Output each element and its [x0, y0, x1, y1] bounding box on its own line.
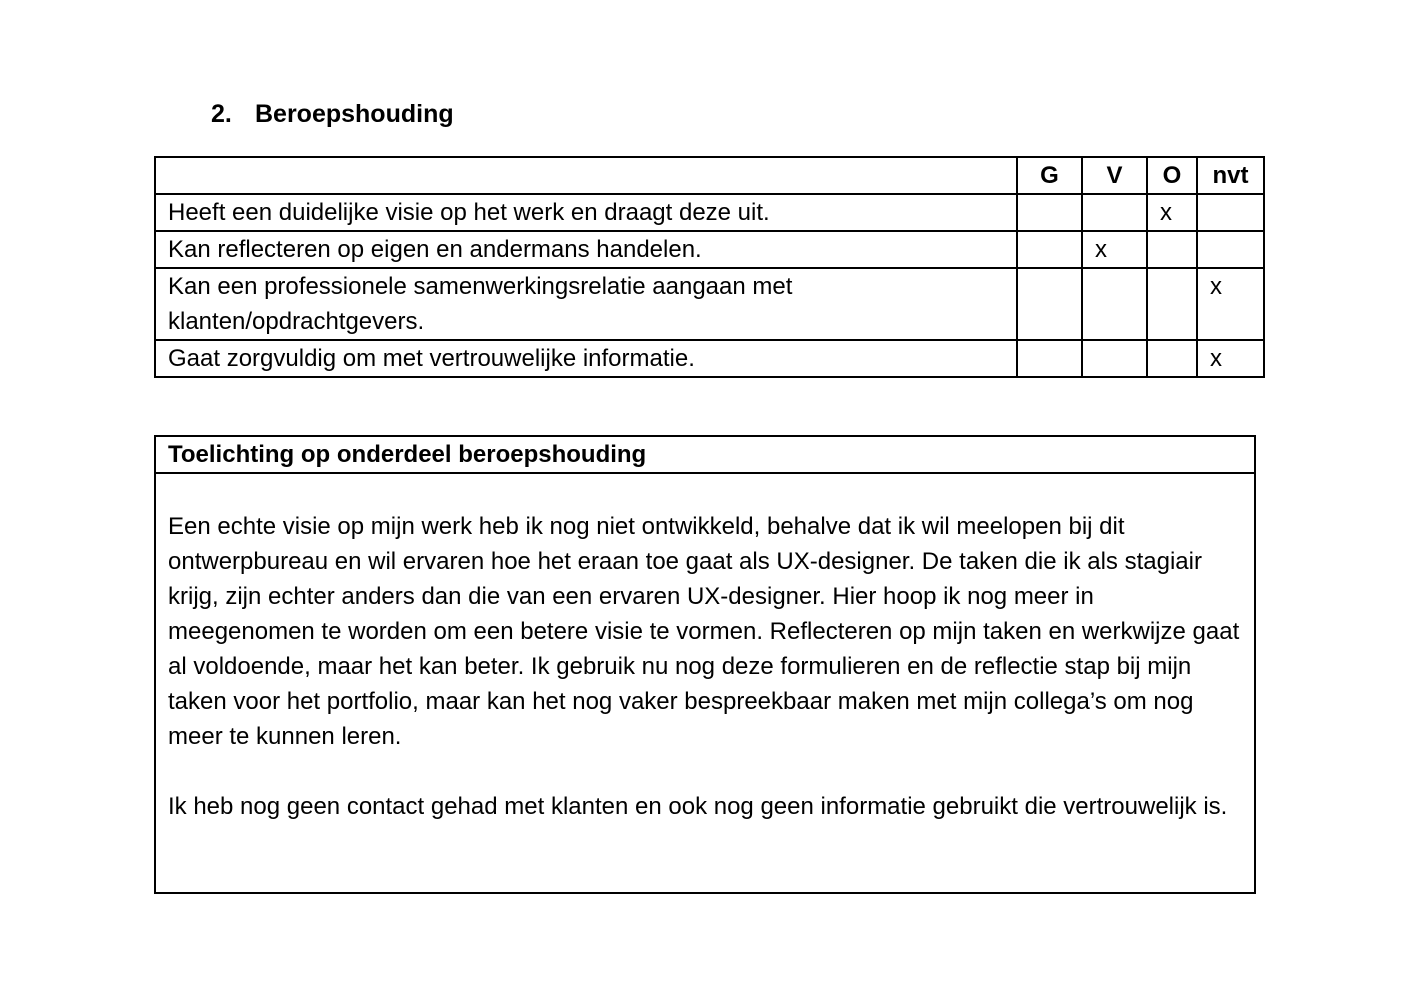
mark-nvt: x	[1197, 268, 1264, 340]
mark-o	[1147, 268, 1197, 340]
table-header-row	[155, 157, 1264, 194]
criterion-text: Gaat zorgvuldig om met vertrouwelijke informatie.	[155, 340, 1017, 377]
header-nvt: nvt	[1197, 157, 1264, 194]
table-row	[155, 268, 1264, 340]
mark-g	[1017, 268, 1082, 340]
explanation-title: Toelichting op onderdeel beroepshouding	[156, 437, 1254, 474]
section-title: Beroepshouding	[255, 100, 454, 128]
explanation-paragraph: Ik heb nog geen contact gehad met klanten en ook nog geen informatie gebruikt die vertrouwelijk is.	[168, 793, 1228, 820]
section-number: 2.	[211, 100, 232, 128]
section-heading	[211, 97, 454, 131]
mark-o: x	[1147, 194, 1197, 231]
criterion-text: Heeft een duidelijke visie op het werk en draagt deze uit.	[155, 194, 1017, 231]
table-row	[155, 231, 1264, 268]
header-criterion	[155, 157, 1017, 194]
mark-nvt: x	[1197, 340, 1264, 377]
explanation-box	[154, 435, 1256, 894]
header-g: G	[1017, 157, 1082, 194]
mark-v	[1082, 268, 1147, 340]
mark-o	[1147, 231, 1197, 268]
mark-v	[1082, 194, 1147, 231]
explanation-paragraph: Een echte visie op mijn werk heb ik nog niet ontwikkeld, behalve dat ik wil meelopen bij dit ontwerpbureau en wil ervaren hoe het eraan toe gaat als UX-designer. De taken die ik als stagiair krijg, zijn echter anders dan die van een ervaren UX-designer. Hier hoop ik nog meer in meegenomen te worden om een betere visie te vormen. Reflecteren op mijn taken en werkwijze gaat al voldoende, maar het kan beter. Ik gebruik nu nog deze formulieren en de reflectie stap bij mijn taken voor het portfolio, maar kan het nog vaker bespreekbaar maken met mijn collega’s om nog meer te kunnen leren.	[168, 513, 1240, 750]
table-row	[155, 194, 1264, 231]
criterion-text: Kan een professionele samenwerkingsrelatie aangaan met klanten/opdrachtgevers.	[155, 268, 1017, 340]
explanation-body	[156, 474, 1254, 824]
header-v: V	[1082, 157, 1147, 194]
criterion-text: Kan reflecteren op eigen en andermans handelen.	[155, 231, 1017, 268]
mark-g	[1017, 340, 1082, 377]
mark-v: x	[1082, 231, 1147, 268]
mark-v	[1082, 340, 1147, 377]
mark-g	[1017, 231, 1082, 268]
mark-nvt	[1197, 194, 1264, 231]
mark-o	[1147, 340, 1197, 377]
header-o: O	[1147, 157, 1197, 194]
assessment-table	[154, 156, 1265, 378]
mark-g	[1017, 194, 1082, 231]
mark-nvt	[1197, 231, 1264, 268]
table-row	[155, 340, 1264, 377]
